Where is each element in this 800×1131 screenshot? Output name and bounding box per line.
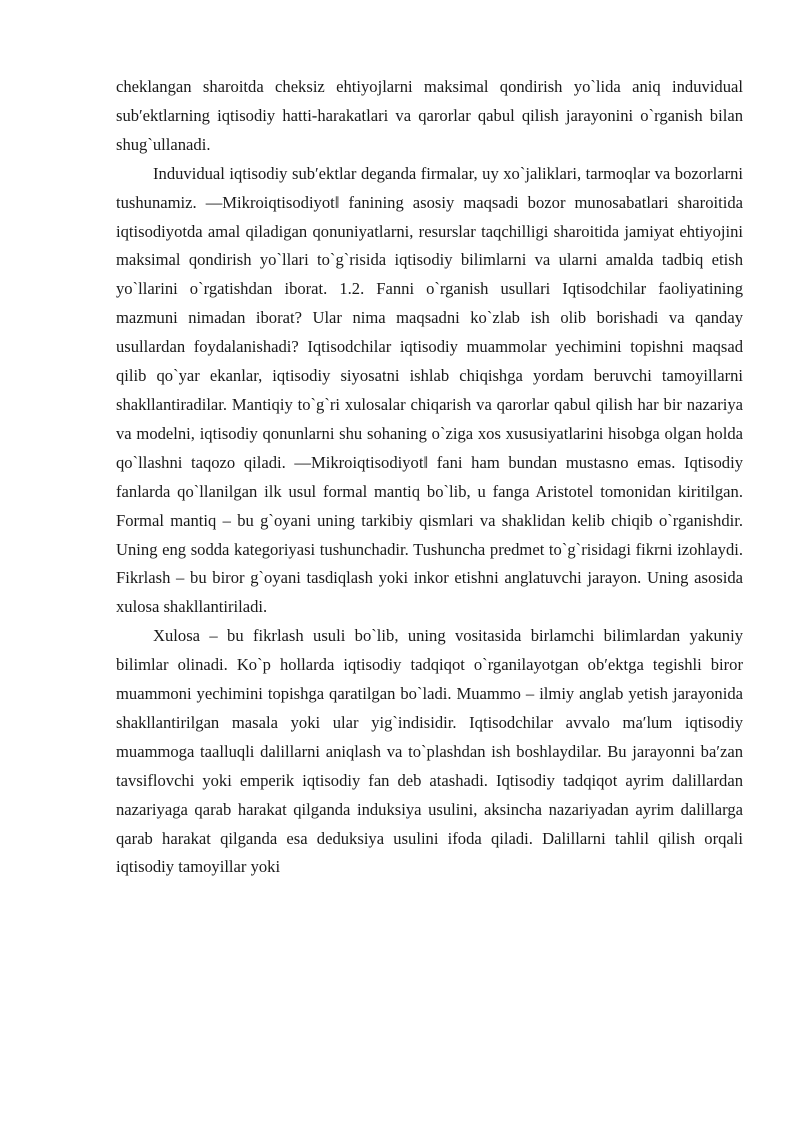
paragraph-1: cheklangan sharoitda cheksiz ehtiyojlarni maksimal qondirish yo`lida aniq induvidual sub′ektlarning iqtisodiy hatti-harakatlari va qarorlar qabul qilish jarayonini o`rganish bilan shug`ullanadi. bbox=[116, 77, 743, 154]
paragraph-3: Xulosa – bu fikrlash usuli bo`lib, uning vositasida birlamchi bilimlardan yakuniy bilimlar olinadi. Ko`p hollarda iqtisodiy tadqiqot o`rganilayotgan ob′ektga tegishli biror muammoni yechimini topishga qaratilgan bo`ladi. Muammo – ilmiy anglab yetish jarayonida shakllantirilgan masala yoki ular yig`indisidir. Iqtisodchilar avvalo ma′lum iqtisodiy muammoga taalluqli dalillarni aniqlash va to`plashdan ish boshlaydilar. Bu jarayonni ba′zan tavsiflovchi yoki emperik iqtisodiy fan deb atashadi. Iqtisodiy tadqiqot ayrim dalillardan nazariyaga qarab harakat qilganda induksiya usulini, aksincha nazariyadan ayrim dalillarga qarab harakat qilganda esa deduksiya usulini ifoda qiladi. Dalillarni tahlil qilish orqali iqtisodiy tamoyillar yoki bbox=[116, 626, 743, 877]
paragraph-2: Induvidual iqtisodiy sub′ektlar deganda firmalar, uy xo`jaliklari, tarmoqlar va bozorlarni tushunamiz. ―Mikroiqtisodiyot‖ fanining asosiy maqsadi bozor munosabatlari sharoitida iqtisodiyotda amal qiladigan qonuniyatlarni, resurslar taqchilligi sharoitida jamiyat ehtiyojini maksimal qondirish yo`llari to`g`risida iqtisodiy bilimlarni va ularni amalda tadbiq etish yo`llarini o`rgatishdan iborat. 1.2. Fanni o`rganish usullari Iqtisodchilar faoliyatining mazmuni nimadan iborat? Ular nima maqsadni ko`zlab ish olib borishadi va qanday usullardan foydalanishadi? Iqtisodchilar iqtisodiy muammolar yechimini topishni maqsad qilib qo`yar ekanlar, iqtisodiy siyosatni ishlab chiqishga yordam beruvchi tamoyillarni shakllantiradilar. Mantiqiy to`g`ri xulosalar chiqarish va qarorlar qabul qilish har bir nazariya va modelni, iqtisodiy qonunlarni shu sohaning o`ziga xos xususiyatlarini hisobga olgan holda qo`llashni taqozo qiladi. ―Mikroiqtisodiyot‖ fani ham bundan mustasno emas. Iqtisodiy fanlarda qo`llanilgan ilk usul formal mantiq bo`lib, u fanga Aristotel tomonidan kiritilgan. Formal mantiq – bu g`oyani uning tarkibiy qismlari va shaklidan kelib chiqib o`rganishdir. Uning eng sodda kategoriyasi tushunchadir. Tushuncha predmet to`g`risidagi fikrni izohlaydi. Fikrlash – bu biror g`oyani tasdiqlash yoki inkor etishni anglatuvchi jarayon. Uning asosida xulosa shakllantiriladi. bbox=[116, 163, 743, 617]
document-page bbox=[116, 73, 743, 882]
